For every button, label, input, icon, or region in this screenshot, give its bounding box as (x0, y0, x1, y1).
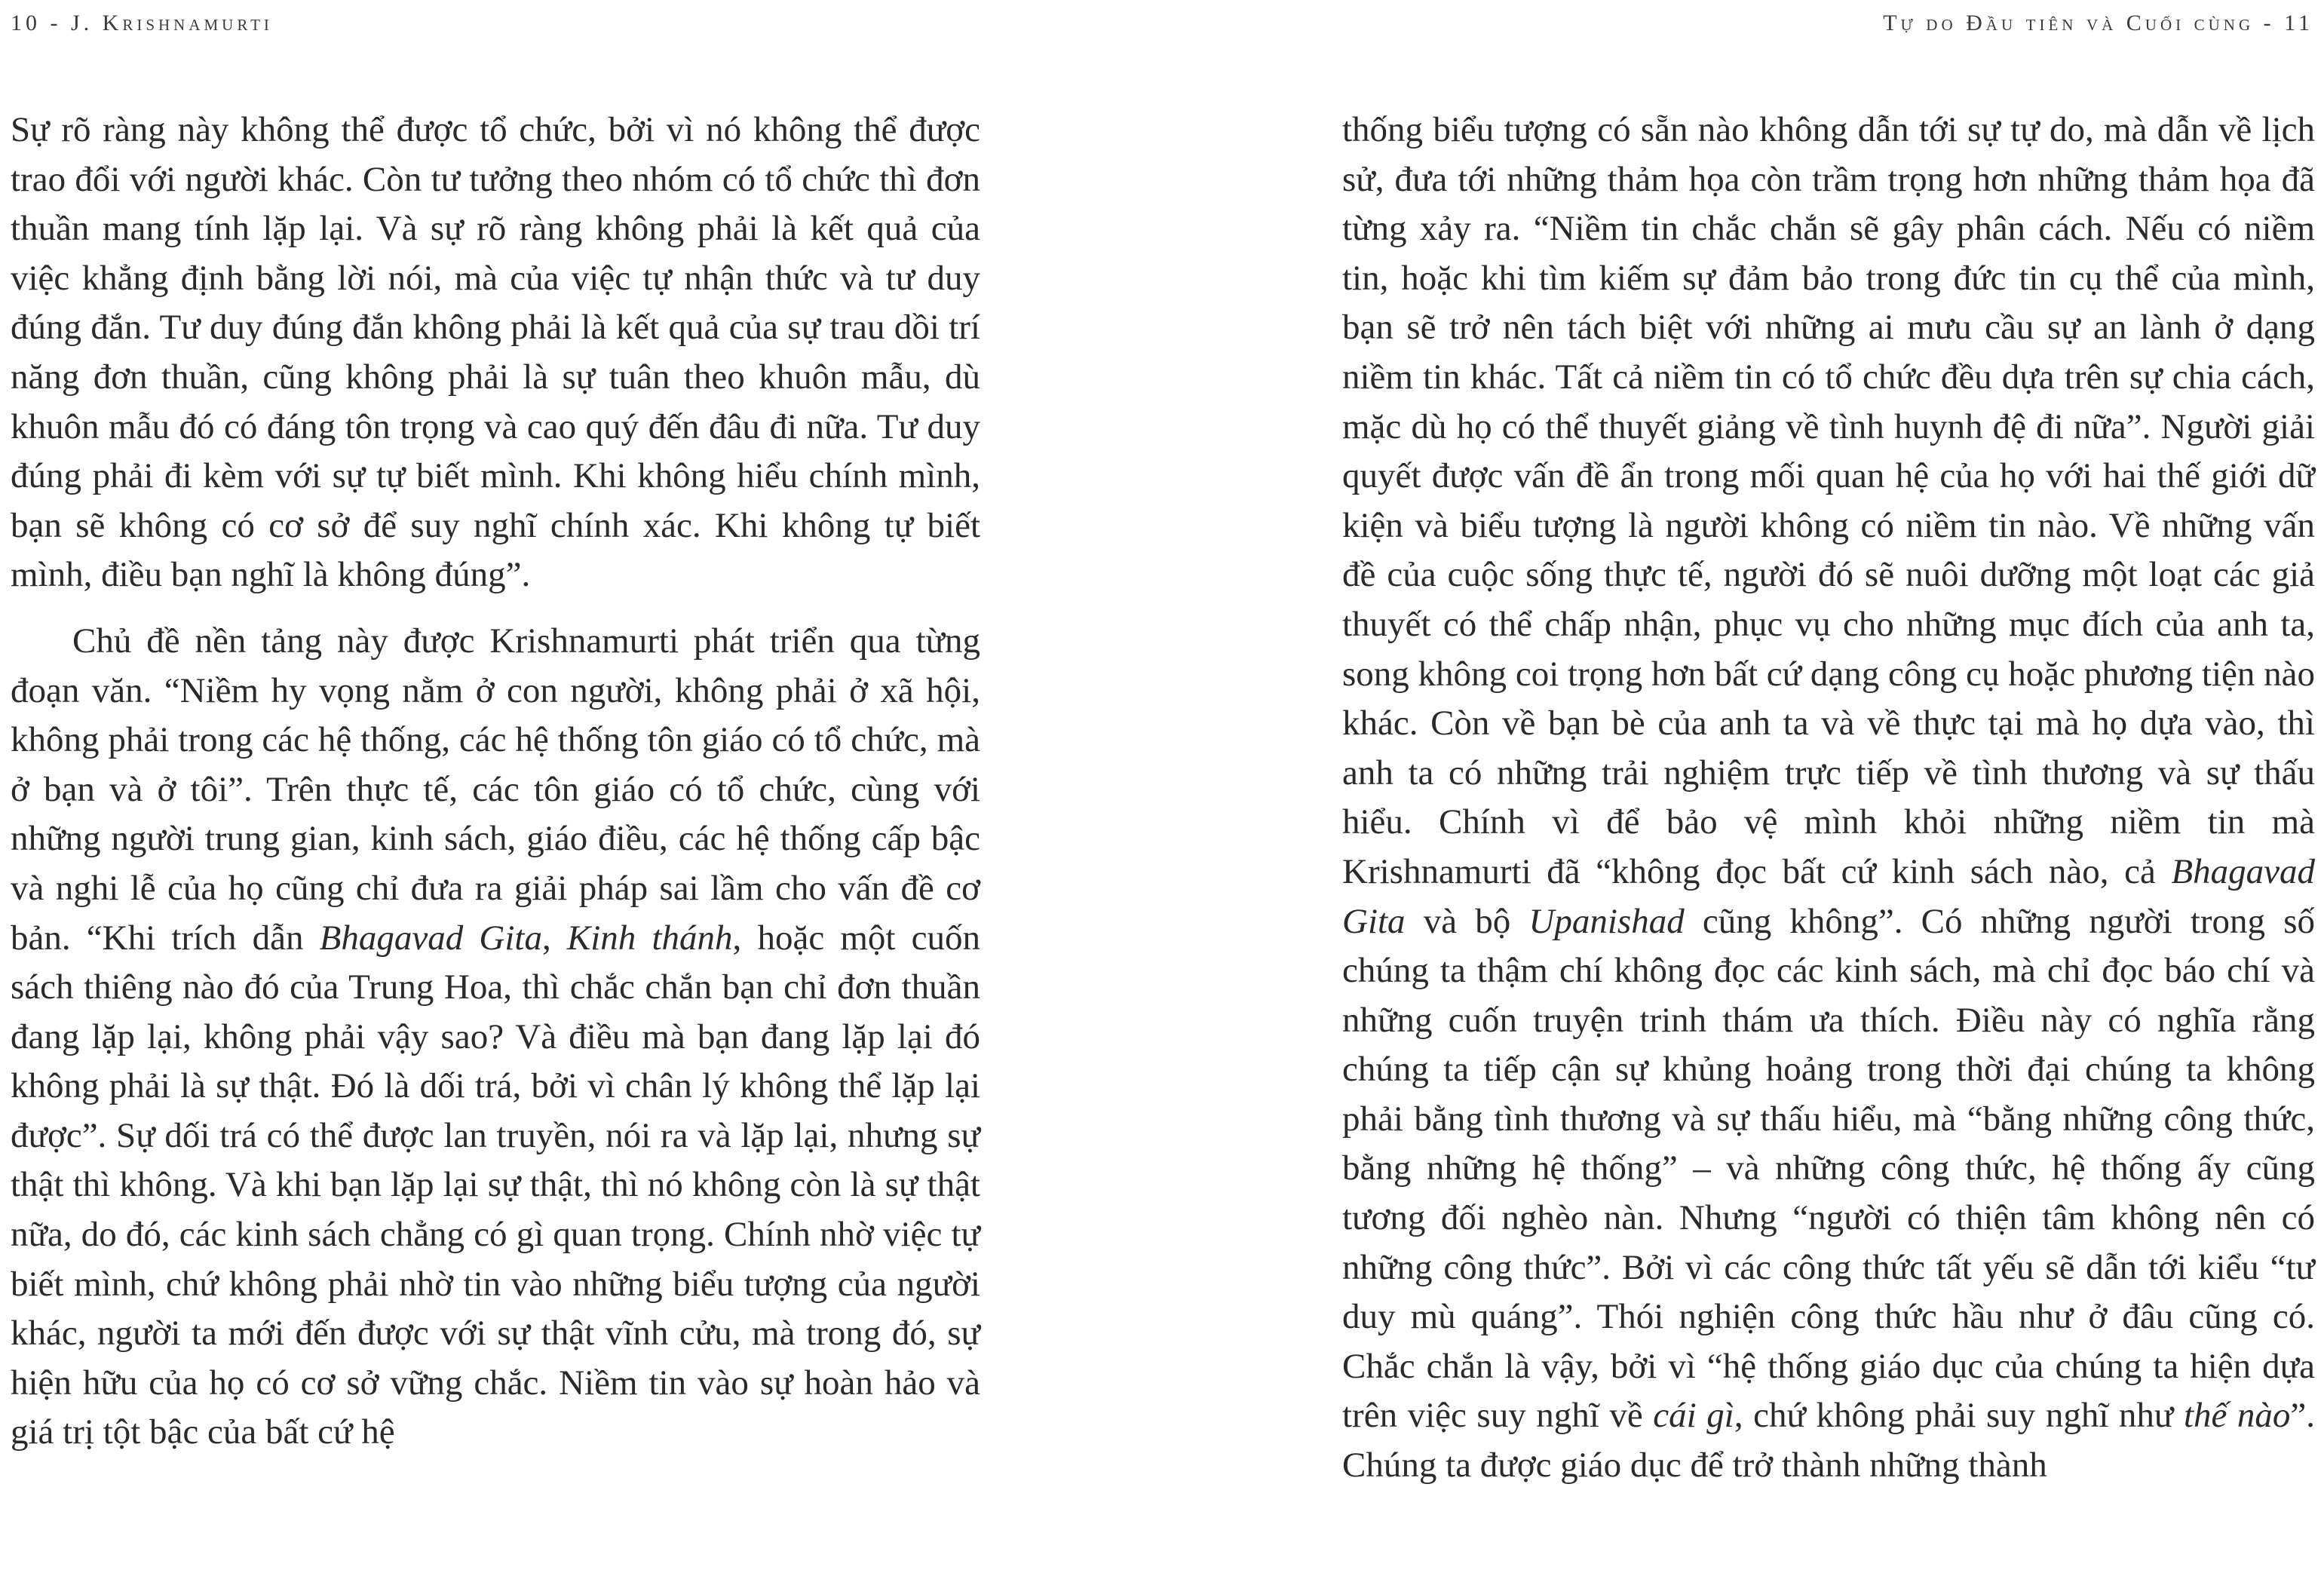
text-segment: , hoặc một cuốn sách thiêng nào đó của Trung Hoa, thì chắc chắn bạn chỉ đơn thuần đang lặp lại, không phải vậy sao? Và điều mà bạn đang lặp lại đó không phải là sự thật. Đó là dối trá, bởi vì chân lý không thể lặp lại được”. Sự dối trá có thể được lan truyền, nói ra và lặp lại, nhưng sự thật thì không. Và khi bạn lặp lại sự thật, thì nó không còn là sự thật nữa, do đó, các kinh sách chẳng có gì quan trọng. Chính nhờ việc tự biết mình, chứ không phải nhờ tin vào những biểu tượng của người khác, người ta mới đến được với sự thật vĩnh cửu, mà trong đó, sự hiện hữu của họ có cơ sở vững chắc. Niềm tin vào sự hoàn hảo và giá trị tột bậc của bất cứ hệ (11, 918, 980, 1452)
italic-title: Bhagavad Gita (1342, 851, 2315, 941)
right-running-head: Tự do Đầu tiên và Cuối cùng - 11 (1883, 11, 2313, 35)
right-page (1162, 0, 2324, 1576)
text-segment: ”. Chúng ta được giáo dục để trở thành những thành (1342, 1396, 2316, 1486)
right-text-block (1342, 106, 2315, 1491)
text-segment: thống biểu tượng có sẵn nào không dẫn tới sự tự do, mà dẫn về lịch sử, đưa tới những thảm họa còn trầm trọng hơn những thảm họa đã từng xảy ra. “Niềm tin chắc chắn sẽ gây phân cách. Nếu có niềm tin, hoặc khi tìm kiếm sự đảm bảo trong đức tin cụ thể của mình, bạn sẽ trở nên tách biệt với những ai mưu cầu sự an lành ở dạng niềm tin khác. Tất cả niềm tin có tổ chức đều dựa trên sự chia cách, mặc dù họ có thể thuyết giảng về tình huynh đệ đi nữa”. Người giải quyết được vấn đề ẩn trong mối quan hệ của họ với hai thế giới dữ kiện và biểu tượng là người không có niềm tin nào. Về những vấn đề của cuộc sống thực tế, người đó sẽ nuôi dưỡng một loạt các giả thuyết có thể chấp nhận, phục vụ cho những mục đích của anh ta, song không coi trọng hơn bất cứ dạng công cụ hoặc phương tiện nào khác. Còn về bạn bè của anh ta và về thực tại mà họ dựa vào, thì anh ta có những trải nghiệm trực tiếp về tình thương và sự thấu hiểu. Chính vì để bảo vệ mình khỏi những niềm tin mà Krishnamurti đã “không đọc bất cứ kinh sách nào, cả (1342, 110, 2315, 891)
text-segment: , chứ không phải suy nghĩ như (1734, 1396, 2184, 1436)
italic-term: cái gì (1653, 1396, 1734, 1436)
italic-term: thế nào (2183, 1396, 2291, 1436)
left-running-head: 10 - J. Krishnamurti (11, 11, 273, 35)
left-paragraph-1 (11, 106, 980, 600)
italic-title: Kinh thánh (566, 918, 733, 958)
text-segment: Chủ đề nền tảng này được Krishnamurti phát triển qua từng đoạn văn. “Niềm hy vọng nằm ở con người, không phải ở xã hội, không phải trong các hệ thống, các hệ thống tôn giáo có tổ chức, mà ở bạn và ở tôi”. Trên thực tế, các tôn giáo có tổ chức, cùng với những người trung gian, kinh sách, giáo điều, các hệ thống cấp bậc và nghi lễ của họ cũng chỉ đưa ra giải pháp sai lầm cho vấn đề cơ bản. “Khi trích dẫn (11, 621, 980, 958)
left-text-block (11, 106, 980, 1458)
italic-title: Bhagavad Gita (319, 918, 542, 958)
text-segment: và bộ (1405, 901, 1529, 941)
right-paragraph-1 (1342, 106, 2315, 1491)
left-paragraph-2 (11, 617, 980, 1458)
text-segment: Sự rõ ràng này không thể được tổ chức, bởi vì nó không thể được trao đổi với người khác. Còn tư tưởng theo nhóm có tổ chức thì đơn thuần mang tính lặp lại. Và sự rõ ràng không phải là kết quả của việc khẳng định bằng lời nói, mà của việc tự nhận thức và tư duy đúng đắn. Tư duy đúng đắn không phải là kết quả của sự trau dồi trí năng đơn thuần, cũng không phải là sự tuân theo khuôn mẫu, dù khuôn mẫu đó có đáng tôn trọng và cao quý đến đâu đi nữa. Tư duy đúng phải đi kèm với sự tự biết mình. Khi không hiểu chính mình, bạn sẽ không có cơ sở để suy nghĩ chính xác. Khi không tự biết mình, điều bạn nghĩ là không đúng”. (11, 110, 980, 595)
italic-title: Upanishad (1528, 901, 1685, 941)
text-segment: cũng không”. Có những người trong số chúng ta thậm chí không đọc các kinh sách, mà chỉ đọc báo chí và những cuốn truyện trinh thám ưa thích. Điều này có nghĩa rằng chúng ta tiếp cận sự khủng hoảng trong thời đại chúng ta không phải bằng tình thương và sự thấu hiểu, mà “bằng những công thức, bằng những hệ thống” – và những công thức, hệ thống ấy cũng tương đối nghèo nàn. Nhưng “người có thiện tâm không nên có những công thức”. Bởi vì các công thức tất yếu sẽ dẫn tới kiểu “tư duy mù quáng”. Thói nghiện công thức hầu như ở đâu cũng có. Chắc chắn là vậy, bởi vì “hệ thống giáo dục của chúng ta hiện dựa trên việc suy nghĩ về (1342, 901, 2315, 1436)
text-segment: , (541, 918, 567, 958)
